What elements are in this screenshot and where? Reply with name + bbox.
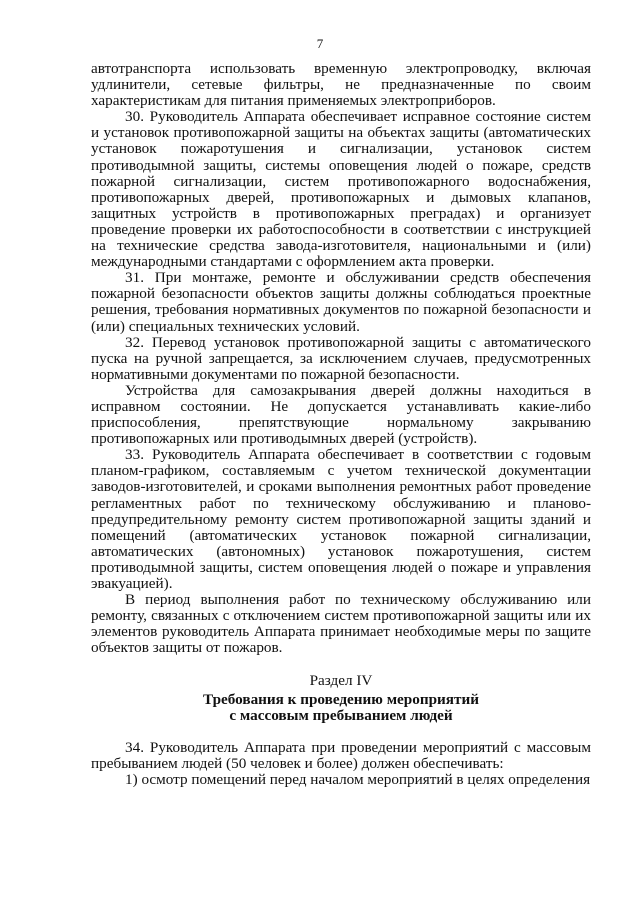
- page-number: 7: [316, 36, 324, 51]
- paragraph-30: 30. Руководитель Аппарата обеспечивает исправное состояние систем и установок противопожарной защиты на объектах защиты (автоматических установок пожаротушения и сигнализации, установок систем противодымной защиты, системы оповещения людей о пожаре, средств пожарной сигнализации, систем противопожарного водоснабжения, противопожарных дверей, противопожарных и дымовых клапанов, защитных устройств в противопожарных преградах) и организует проведение проверки их работоспособности в соответствии с инструкцией на технические средства завода-изготовителя, национальными и (или) международными стандартами с оформлением акта проверки.: [91, 108, 591, 271]
- section-heading: [91, 673, 591, 723]
- paragraph-33: 33. Руководитель Аппарата обеспечивает в соответствии с годовым планом-графиком, составляемым с учетом технической документации заводов-изготовителей, и сроками выполнения ремонтных работ проведение регламентных работ по техническому обслуживанию и планово-предупредительному ремонту систем противопожарной защиты зданий и помещений (автоматических установок пожарной сигнализации, автоматических (автономных) установок пожаротушения, систем противодымной защиты, систем оповещения людей о пожаре и управления эвакуацией).: [91, 446, 591, 592]
- paragraph-32-doors: Устройства для самозакрывания дверей должны находиться в исправном состоянии. Не допускается устанавливать какие-либо приспособления, препятствующие нормальному закрыванию противопожарных или противодымных дверей (устройств).: [91, 381, 591, 448]
- paragraph-34: 34. Руководитель Аппарата при проведении мероприятий с массовым пребыванием людей (50 человек и более) должен обеспечивать:: [91, 738, 591, 772]
- paragraph-33-repair: В период выполнения работ по техническому обслуживанию или ремонту, связанных с отключением систем противопожарной защиты или их элементов руководитель Аппарата принимает необходимые меры по защите объектов защиты от пожаров.: [91, 591, 591, 657]
- paragraph-31: 31. При монтаже, ремонте и обслуживании средств обеспечения пожарной безопасности объектов защиты должны соблюдаться проектные решения, требования нормативных документов по пожарной безопасности и (или) специальных технических условий.: [91, 269, 591, 335]
- paragraph-34-item-1: 1) осмотр помещений перед началом мероприятий в целях определения: [125, 770, 591, 788]
- paragraph-continuation: автотранспорта использовать временную электропроводку, включая удлинители, сетевые фильтры, не предназначенные по своим характеристикам для питания применяемых электроприборов.: [91, 60, 591, 110]
- document-body: [91, 61, 591, 788]
- section-title-line-2: с массовым пребыванием людей: [229, 706, 453, 724]
- paragraph-32: 32. Перевод установок противопожарной защиты с автоматического пуска на ручной запрещается, за исключением случаев, предусмотренных нормативными документами по пожарной безопасности.: [91, 333, 591, 383]
- section-spacer: [91, 724, 591, 740]
- section-number: Раздел IV: [309, 672, 373, 690]
- section-title-line-1: Требования к проведению мероприятий: [203, 690, 479, 708]
